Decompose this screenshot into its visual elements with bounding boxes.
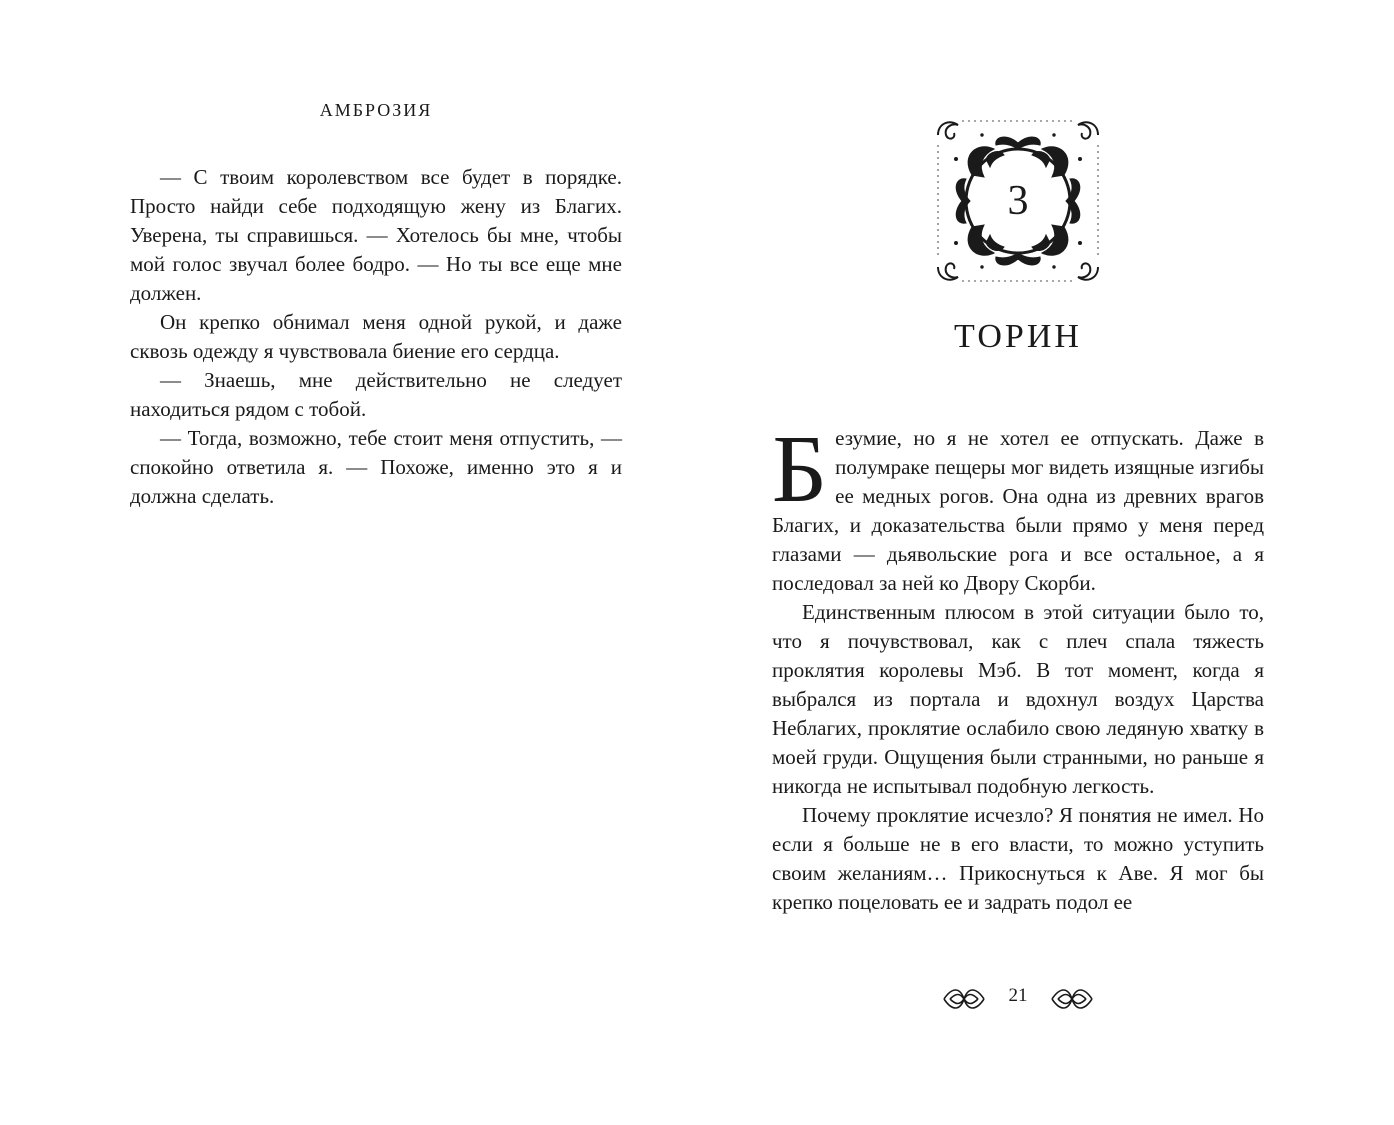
right-page [697, 0, 1394, 1125]
knot-flourish-icon [1050, 985, 1094, 1013]
paragraph: Единственным плюсом в этой ситуации было то, что я почувствовал, как с плеч спала тяжесть проклятия королевы Мэб. В тот момент, когда я выбрался из портала и вдохнул воздух Царства Неблагих, проклятие ослабило свою ледяную хватку в моей груди. Ощущения были странными, но раньше я никогда не испытывал подобную легкость. [772, 600, 1264, 798]
paragraph-text: езумие, но я не хотел ее отпускать. Даже в полумраке пещеры мог видеть изящные изгибы ее медных рогов. Она одна из древних врагов Благих, и доказательства были прямо у меня перед глазами — дьявольские рога и все остальное, а я последовал за ней ко Двору Скорби. [772, 426, 1264, 595]
opening-paragraph [772, 415, 1264, 598]
chapter-number: 3 [1007, 178, 1029, 224]
page-number: 21 [1008, 985, 1028, 1006]
paragraph: — Знаешь, мне действительно не следует находиться рядом с тобой. [130, 368, 622, 421]
paragraph: — С твоим королевством все будет в порядке. Просто найди себе подходящую жену из Благих. Уверена, ты справишься. — Хотелось бы мне, чтобы мой голос звучал более бодро. — Но ты все еще мне должен. [130, 165, 622, 305]
drop-cap: Б [772, 415, 828, 522]
left-page-body [130, 163, 622, 511]
chapter-title: ТОРИН [954, 318, 1082, 355]
paragraph: Он крепко обнимал меня одной рукой, и даже сквозь одежду я чувствовала биение его сердца. [130, 310, 622, 363]
running-head: АМБРОЗИЯ [319, 100, 433, 120]
paragraph: — Тогда, возможно, тебе стоит меня отпустить, — спокойно ответила я. — Похоже, именно это я и должна сделать. [130, 426, 622, 508]
right-page-body [772, 415, 1264, 917]
knot-flourish-icon [942, 985, 986, 1013]
paragraph: Почему проклятие исчезло? Я понятия не имел. Но если я больше не в его власти, то можно уступить своим желаниям… Прикоснуться к Аве. Я мог бы крепко поцеловать ее и задрать подол ее [772, 803, 1264, 914]
folio [942, 982, 1094, 1016]
